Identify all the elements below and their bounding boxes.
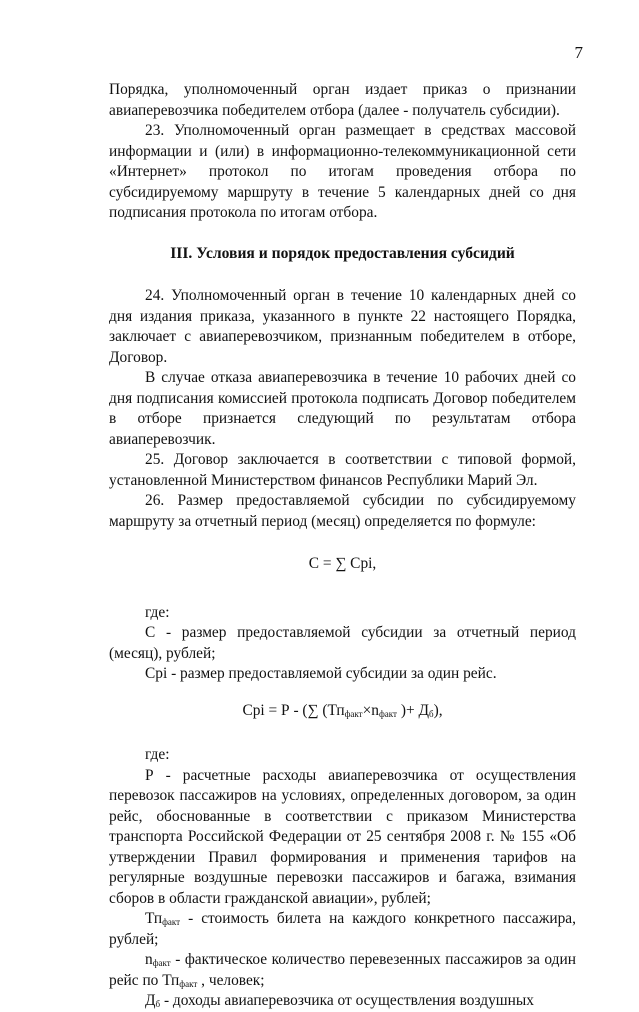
formula-per-flight bbox=[109, 701, 576, 722]
definition-c: С - размер предоставляемой субсидии за отчетный период (месяц), рублей; bbox=[109, 624, 576, 662]
document-body bbox=[109, 80, 576, 1012]
paragraph-26: 26. Размер предоставляемой субсидии по субсидируемому маршруту за отчетный период (месяц) определяется по формуле: bbox=[109, 492, 576, 530]
paragraph-continuation: Порядка, уполномоченный орган издает приказ о признании авиаперевозчика победителем отбора (далее - получатель субсидии). bbox=[109, 81, 576, 119]
d-symbol: Д bbox=[145, 992, 156, 1009]
definition-n bbox=[109, 950, 576, 991]
page-number: 7 bbox=[574, 43, 583, 62]
formula2-rest: )+ Д bbox=[396, 701, 429, 719]
formula2-end: ), bbox=[433, 701, 443, 719]
tp-symbol: Тп bbox=[145, 910, 163, 927]
tp-text: - стоимость билета на каждого конкретного пассажира, рублей; bbox=[109, 910, 576, 948]
n-text-a: - фактическое количество перевезенных пассажиров за один рейс по Тп bbox=[109, 951, 576, 989]
definition-d bbox=[109, 991, 576, 1012]
d-text: - доходы авиаперевозчика от осуществления воздушных bbox=[160, 992, 534, 1009]
paragraph-24: 24. Уполномоченный орган в течение 10 календарных дней со дня издания приказа, указанного в пункте 22 настоящего Порядка, заключает с авиаперевозчиком, признанным победителем в отборе, Договор. bbox=[109, 287, 576, 366]
n-symbol: n bbox=[145, 951, 153, 968]
formula-total-subsidy: С = ∑ Сpi, bbox=[308, 555, 377, 572]
formula2-mid: ×n bbox=[362, 701, 379, 719]
definition-cpi: Сpi - размер предоставляемой субсидии за один рейс. bbox=[145, 665, 497, 682]
d-subscript: б bbox=[155, 999, 161, 1009]
formula2-sub2: факт bbox=[378, 708, 397, 719]
tp-subscript: факт bbox=[162, 917, 181, 927]
section-heading: III. Условия и порядок предоставления субсидий bbox=[170, 244, 515, 262]
definition-p: Р - расчетные расходы авиаперевозчика от осуществления перевозок пассажиров на условиях, определенных договором, за один рейс, обоснованные в соответствии с приказом Министерства транспорта Российской Федерации от 25 сентября 2008 г. № 155 «Об утверждении Правил формирования и применения тарифов на регулярные воздушные перевозки пассажиров и багажа, взимания сборов в области гражданской авиации», рублей; bbox=[109, 766, 576, 907]
formula2-sub1: факт bbox=[344, 708, 363, 719]
where-label-1: где: bbox=[145, 603, 170, 621]
n-text-b: , человек; bbox=[197, 971, 265, 989]
paragraph-23: 23. Уполномоченный орган размещает в средствах массовой информации и (или) в информационно-телекоммуникационной сети «Интернет» протокол по итогам проведения отбора по субсидируемому маршруту в течение 5 календарных дней со дня подписания протокола по итогам отбора. bbox=[109, 122, 576, 221]
n-subscript-2: факт bbox=[179, 978, 198, 989]
n-subscript: факт bbox=[152, 958, 171, 968]
formula2-lhs: Сpi = Р - (∑ (Тп bbox=[242, 701, 345, 719]
definition-tp bbox=[109, 909, 576, 950]
paragraph-25: 25. Договор заключается в соответствии с типовой формой, установленной Министерством финансов Республики Марий Эл. bbox=[109, 451, 576, 489]
paragraph-refusal: В случае отказа авиаперевозчика в течение 10 рабочих дней со дня подписания комиссией протокола подписать Договор победителем в отборе признается следующий по результатам отбора авиаперевозчик. bbox=[109, 369, 576, 448]
formula2-sub3: б bbox=[428, 708, 434, 719]
where-label-2: где: bbox=[145, 746, 170, 763]
